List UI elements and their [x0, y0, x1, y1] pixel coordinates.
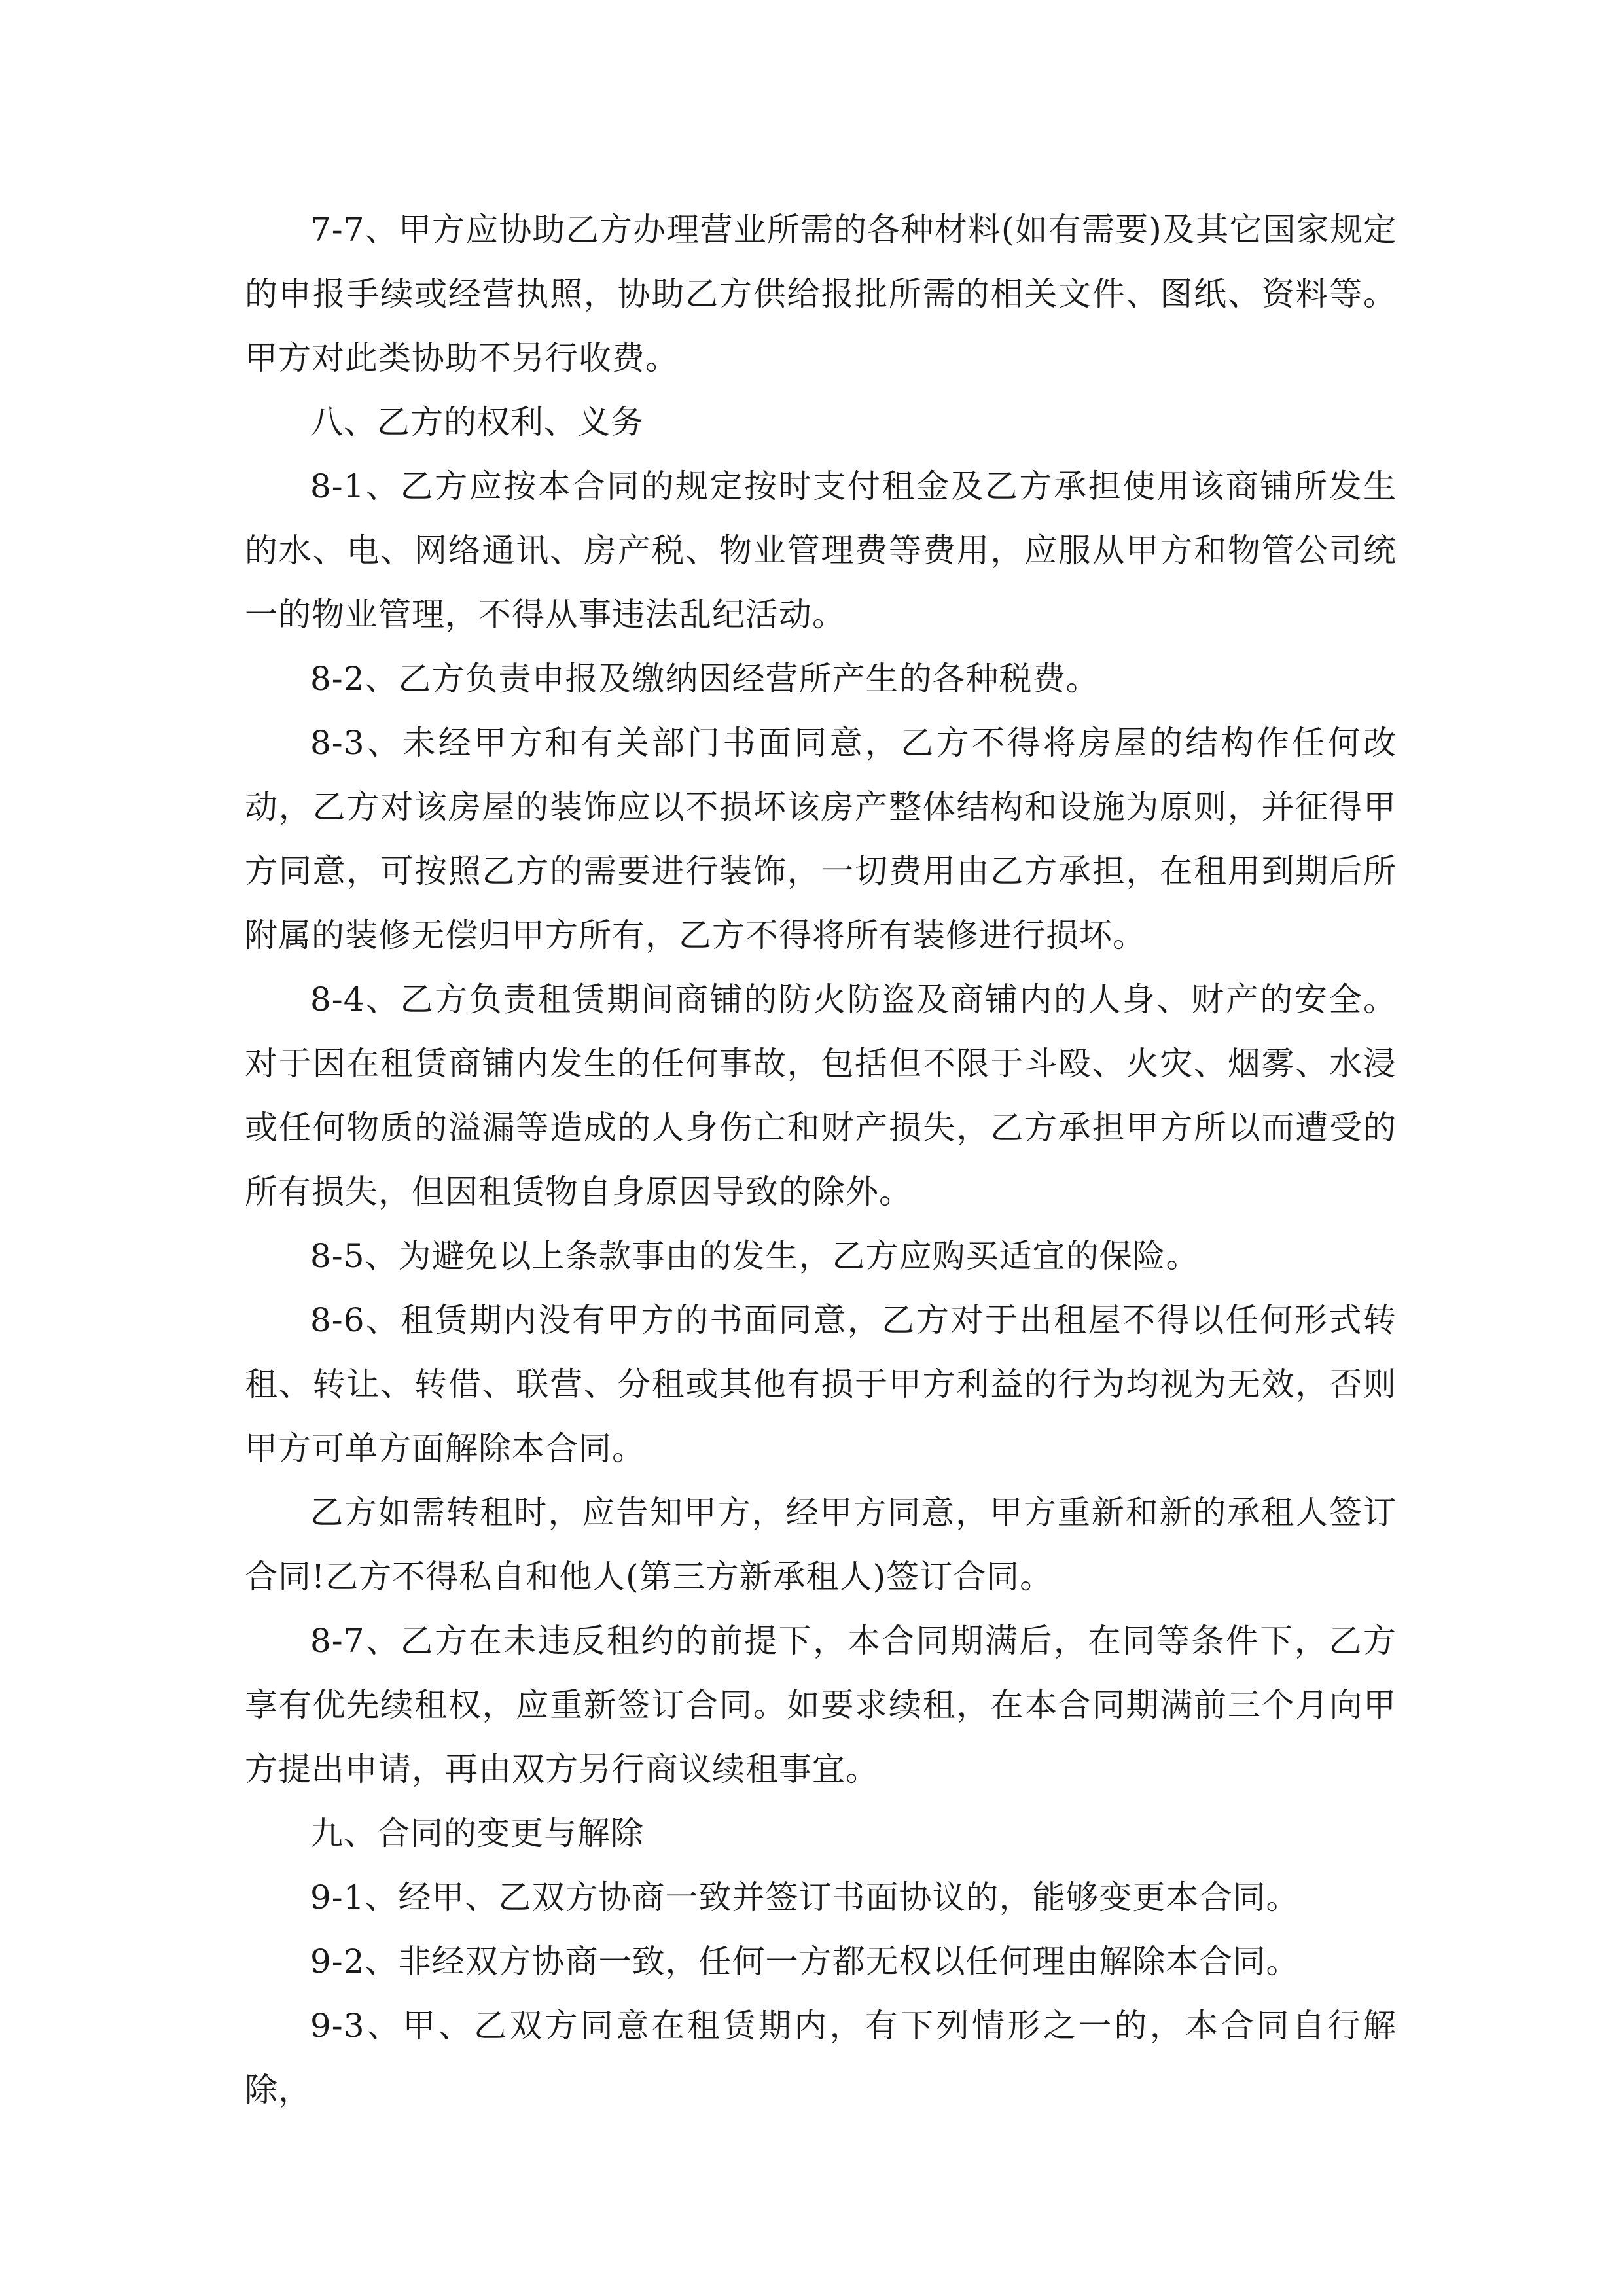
- clause-8-6: 8-6、租赁期内没有甲方的书面同意，乙方对于出租屋不得以任何形式转租、转让、转借、联营、分租或其他有损于甲方利益的行为均视为无效，否则甲方可单方面解除本合同。: [245, 1301, 1397, 1467]
- clause-8-7: 8-7、乙方在未违反租约的前提下，本合同期满后，在同等条件下，乙方享有优先续租权，应重新签订合同。如要求续租，在本合同期满前三个月向甲方提出申请，再由双方另行商议续租事宜。: [245, 1622, 1397, 1788]
- section-heading-8: 八、乙方的权利、义务: [310, 403, 644, 441]
- clause-9-2: 9-2、非经双方协商一致，任何一方都无权以任何理由解除本合同。: [310, 1943, 1300, 1981]
- clause-8-2: 8-2、乙方负责申报及缴纳因经营所产生的各种税费。: [310, 660, 1099, 698]
- document-body: [245, 198, 1397, 2122]
- clause-8-6-sublet: 乙方如需转租时，应告知甲方，经甲方同意，甲方重新和新的承租人签订合同!乙方不得私自和他人(第三方新承租人)签订合同。: [245, 1494, 1397, 1596]
- clause-9-3: 9-3、甲、乙双方同意在租赁期内，有下列情形之一的，本合同自行解除，: [245, 2007, 1397, 2109]
- section-heading-9: 九、合同的变更与解除: [310, 1814, 644, 1852]
- clause-7-7: 7-7、甲方应协助乙方办理营业所需的各种材料(如有需要)及其它国家规定的申报手续或经营执照，协助乙方供给报批所需的相关文件、图纸、资料等。甲方对此类协助不另行收费。: [245, 211, 1397, 377]
- clause-8-3: 8-3、未经甲方和有关部门书面同意，乙方不得将房屋的结构作任何改动，乙方对该房屋的装饰应以不损坏该房产整体结构和设施为原则，并征得甲方同意，可按照乙方的需要进行装饰，一切费用由乙方承担，在租用到期后所附属的装修无偿归甲方所有，乙方不得将所有装修进行损坏。: [245, 724, 1397, 954]
- clause-8-5: 8-5、为避免以上条款事由的发生，乙方应购买适宜的保险。: [310, 1237, 1200, 1275]
- clause-8-1: 8-1、乙方应按本合同的规定按时支付租金及乙方承担使用该商铺所发生的水、电、网络通讯、房产税、物业管理费等费用，应服从甲方和物管公司统一的物业管理，不得从事违法乱纪活动。: [245, 467, 1397, 634]
- clause-9-1: 9-1、经甲、乙双方协商一致并签订书面协议的，能够变更本合同。: [310, 1878, 1300, 1916]
- clause-8-4: 8-4、乙方负责租赁期间商铺的防火防盗及商铺内的人身、财产的安全。对于因在租赁商铺内发生的任何事故，包括但不限于斗殴、火灾、烟雾、水浸或任何物质的溢漏等造成的人身伤亡和财产损失，乙方承担甲方所以而遭受的所有损失，但因租赁物自身原因导致的除外。: [245, 980, 1397, 1211]
